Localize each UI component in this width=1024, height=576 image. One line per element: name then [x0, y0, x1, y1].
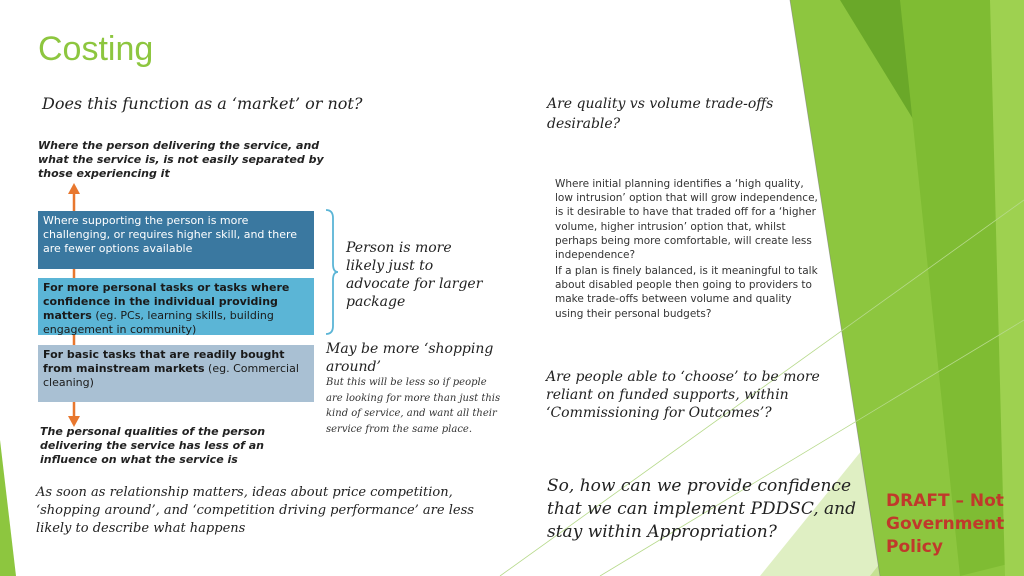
bracket-icon	[322, 208, 340, 336]
slide-title: Costing	[38, 30, 154, 68]
skill-box-personal-rest: (eg. PCs, learning skills, building engagement in community)	[43, 309, 274, 336]
shopping-note: But this will be less so if people are looking for more than just this kind of service, and want all their service from the same place.	[326, 377, 501, 435]
top-note: Where the person delivering the service, and what the service is, is not easily separated by those experiencing it	[38, 139, 324, 180]
bottom-note: The personal qualities of the person delivering the service has less of an influence on what the service is	[40, 425, 266, 466]
skill-box-basic-bold: For basic tasks that are readily bought from mainstream markets	[43, 348, 285, 375]
skill-box-high	[38, 211, 314, 269]
right-question-choose: Are people able to ‘choose’ to be more reliant on funded supports, within ‘Commissioning for Outcomes’?	[546, 369, 820, 421]
right-paragraph-balanced: If a plan is finely balanced, is it meaningful to talk about disabled people then going to providers to make trade-offs between volume and quality using their personal budgets?	[555, 265, 818, 320]
draft-label: DRAFT – Not Government Policy	[886, 491, 1005, 557]
right-paragraph-planning: Where initial planning identifies a ‘high quality, low intrusion’ option that will grow independence, is it desirable to have that traded off for a ‘higher volume, higher intrusion’ option that, whilst perhaps being more comfortable, will create less independence?	[555, 178, 818, 262]
arrow-up-head	[68, 183, 80, 194]
left-question: Does this function as a ‘market’ or not?	[42, 94, 363, 113]
skill-box-basic	[38, 345, 314, 402]
bottom-statement: As soon as relationship matters, ideas about price competition, ‘shopping around’, and ‘competition driving performance’ are less likely to describe what happens	[36, 485, 474, 536]
bracket-text: Person is more likely just to advocate for larger package	[346, 240, 483, 310]
skill-box-basic-rest: (eg. Commercial cleaning)	[43, 362, 299, 389]
skill-box-personal-bold: For more personal tasks or tasks where confidence in the individual providing matters	[43, 281, 290, 322]
skill-box-personal	[38, 278, 314, 335]
skill-box-high-text: Where supporting the person is more challenging, or requires higher skill, and there are fewer options available	[43, 214, 298, 255]
right-question-confidence: So, how can we provide confidence that we can implement PDDSC, and stay within Appropriation?	[547, 476, 856, 542]
right-question-tradeoffs: Are quality vs volume trade-offs desirable?	[547, 96, 774, 132]
deco-shape-left	[0, 440, 16, 576]
shopping-title: May be more ‘shopping around’	[326, 341, 494, 375]
